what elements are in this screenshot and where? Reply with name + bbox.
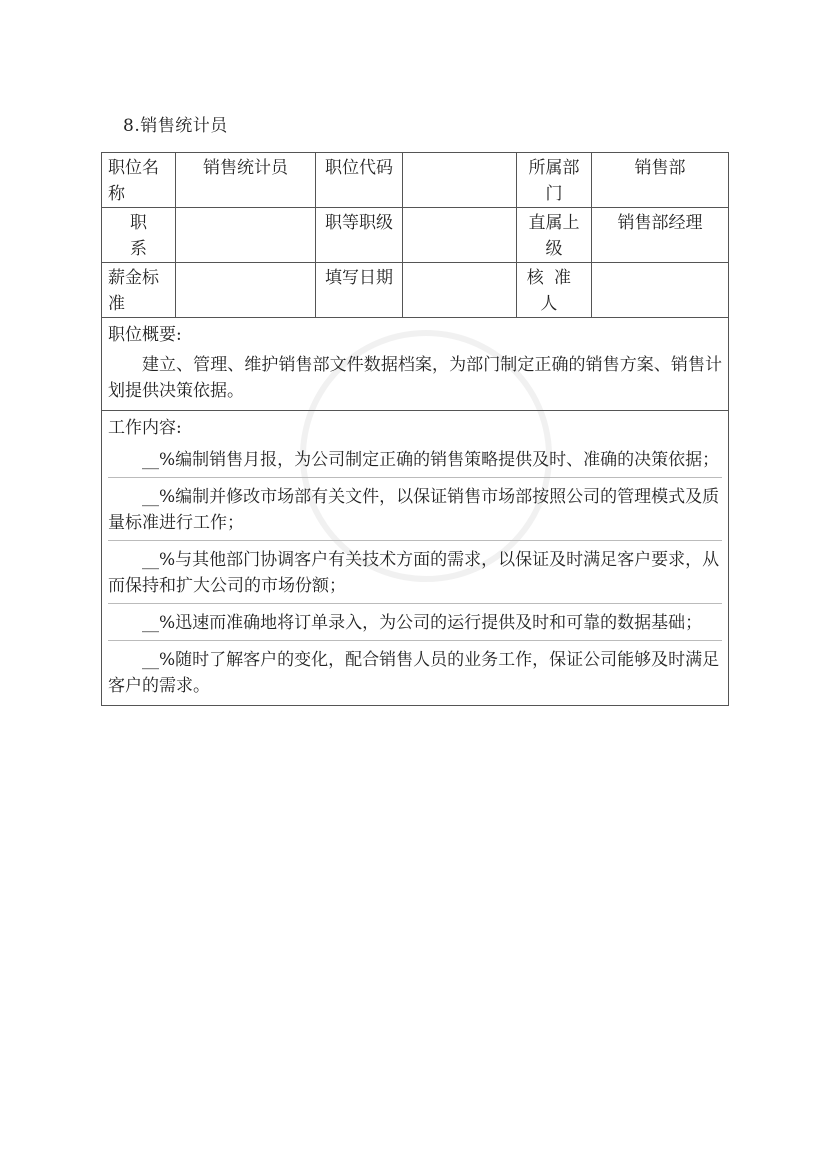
list-item: __%迅速而准确地将订单录入，为公司的运行提供及时和可靠的数据基础； — [108, 603, 722, 640]
position-code-value — [403, 153, 517, 208]
supervisor-value: 销售部经理 — [592, 208, 729, 263]
approver-label-text: 核准人 — [526, 268, 582, 314]
grade-value — [403, 208, 517, 263]
fill-date-value — [403, 263, 517, 318]
job-family-value — [176, 208, 316, 263]
table-row — [102, 208, 729, 263]
list-item: __%随时了解客户的变化，配合销售人员的业务工作，保证公司能够及时满足客户的需求。 — [108, 640, 722, 703]
position-code-label: 职位代码 — [316, 153, 403, 208]
salary-standard-label: 薪金标准 — [102, 263, 176, 318]
summary-heading: 职位概要: — [108, 325, 182, 345]
list-item: __%编制销售月报，为公司制定正确的销售策略提供及时、准确的决策依据； — [142, 450, 720, 470]
department-value: 销售部 — [592, 153, 729, 208]
job-description-table — [101, 152, 729, 706]
approver-value — [592, 263, 729, 318]
table-row — [102, 153, 729, 208]
job-family-label-text: 职系 — [130, 213, 147, 259]
page-title: 8.销售统计员 — [123, 116, 228, 136]
table-row — [102, 263, 729, 318]
duties-heading: 工作内容: — [108, 418, 182, 438]
summary-row — [102, 318, 729, 411]
list-item: __%与其他部门协调客户有关技术方面的需求，以保证及时满足客户要求，从而保持和扩大公司的市场份额； — [108, 540, 722, 603]
salary-standard-value — [176, 263, 316, 318]
job-family-label — [102, 208, 176, 263]
department-label: 所属部门 — [517, 153, 592, 208]
position-name-value: 销售统计员 — [176, 153, 316, 208]
approver-label — [517, 263, 592, 318]
summary-section — [102, 318, 729, 411]
supervisor-label: 直属上级 — [517, 208, 592, 263]
duties-row — [102, 411, 729, 706]
list-item: __%编制并修改市场部有关文件，以保证销售市场部按照公司的管理模式及质量标准进行工作； — [108, 477, 722, 540]
grade-label: 职等职级 — [316, 208, 403, 263]
duties-section — [102, 411, 729, 706]
position-name-label: 职位名称 — [102, 153, 176, 208]
summary-text: 建立、管理、维护销售部文件数据档案，为部门制定正确的销售方案、销售计划提供决策依据。 — [108, 355, 722, 401]
fill-date-label: 填写日期 — [316, 263, 403, 318]
